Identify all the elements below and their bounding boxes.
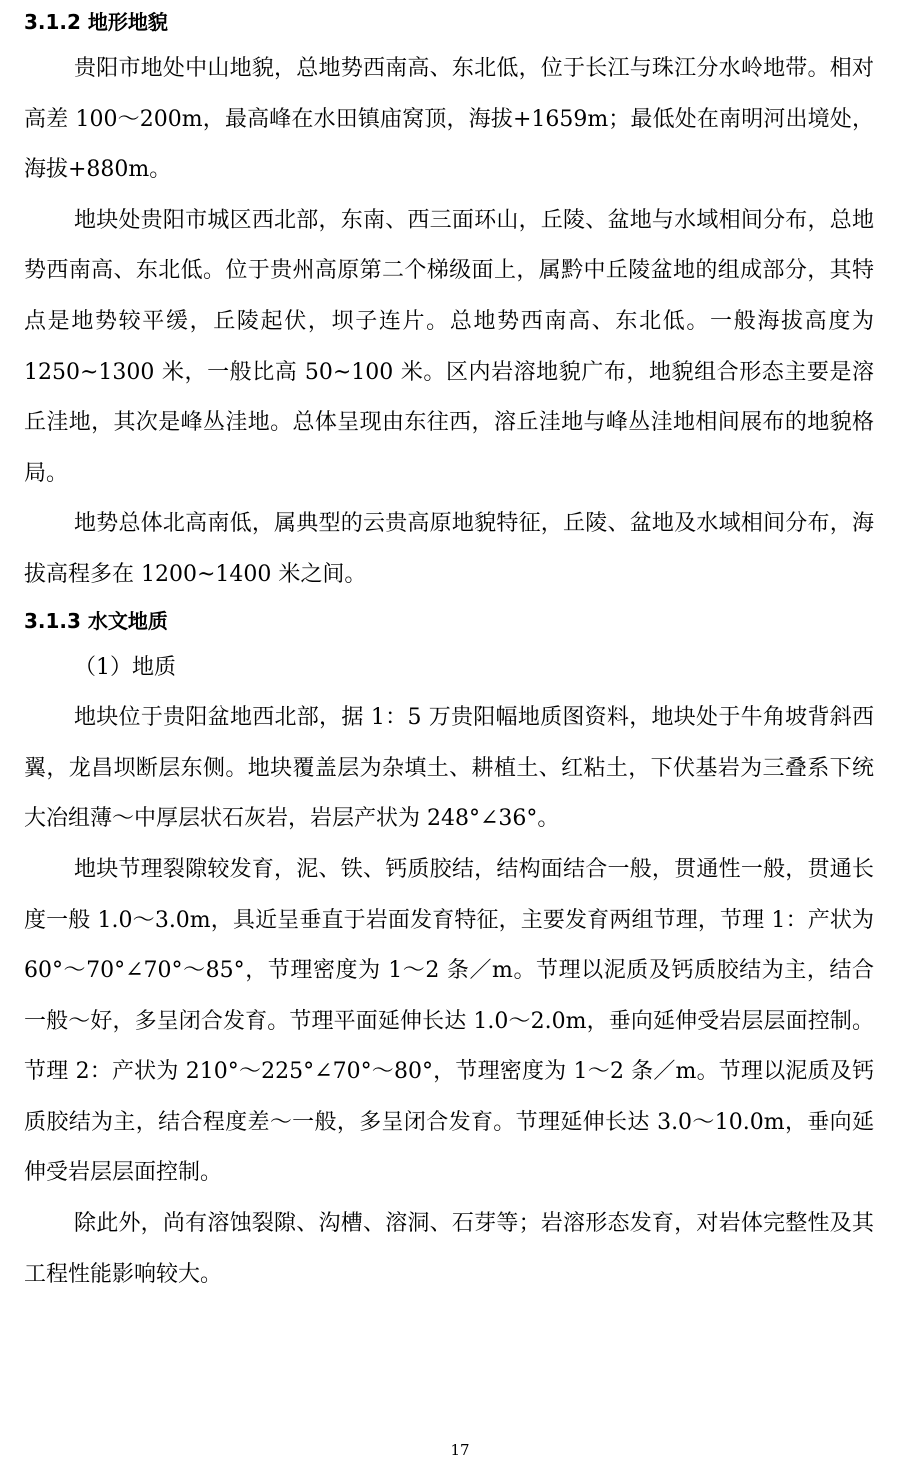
paragraph: 地块位于贵阳盆地西北部，据 1：5 万贵阳幅地质图资料，地块处于牛角坡背斜西翼，龙昌坝断层东侧。地块覆盖层为杂填土、耕植土、红粘土，下伏基岩为三叠系下统大冶组薄～中厚层状石灰岩，岩层产状为 248°∠36°。 — [24, 705, 874, 832]
paragraph: 地块节理裂隙较发育，泥、铁、钙质胶结，结构面结合一般，贯通性一般，贯通长度一般 1.0～3.0m，具近呈垂直于岩面发育特征，主要发育两组节理，节理 1：产状为 60°～70°∠70°～85°，节理密度为 1～2 条／m。节理以泥质及钙质胶结为主，结合一般～好，多呈闭合发育。节理平面延伸长达 1.0～2.0m，垂向延伸受岩层层面控制。节理 2：产状为 210°～225°∠70°～80°，节理密度为 1～2 条／m。节理以泥质及钙质胶结为主，结合程度差～一般，多呈闭合发育。节理延伸长达 3.0～10.0m，垂向延伸受岩层层面控制。 — [24, 856, 874, 1186]
section-heading-3-1-3: 3.1.3 水文地质 — [24, 608, 168, 633]
paragraph: 地块处贵阳市城区西北部，东南、西三面环山，丘陵、盆地与水域相间分布，总地势西南高、东北低。位于贵州高原第二个梯级面上，属黔中丘陵盆地的组成部分，其特点是地势较平缓，丘陵起伏，坝子连片。总地势西南高、东北低。一般海拔高度为 1250~1300 米，一般比高 50~100 米。区内岩溶地貌广布，地貌组合形态主要是溶丘洼地，其次是峰丛洼地。总体呈现由东往西，溶丘洼地与峰丛洼地相间展布的地貌格局。 — [24, 207, 874, 486]
document-page — [24, 6, 874, 1300]
paragraph: 贵阳市地处中山地貌，总地势西南高、东北低，位于长江与珠江分水岭地带。相对高差 100～200m，最高峰在水田镇庙窝顶，海拔+1659m；最低处在南明河出境处，海拔+880m。 — [24, 56, 874, 183]
paragraph: 除此外，尚有溶蚀裂隙、沟槽、溶洞、石芽等；岩溶形态发育，对岩体完整性及其工程性能影响较大。 — [24, 1211, 874, 1287]
subheading-geology: （1）地质 — [74, 654, 176, 680]
page-number: 17 — [450, 1441, 470, 1459]
section-heading-3-1-2: 3.1.2 地形地貌 — [24, 10, 168, 34]
paragraph: 地势总体北高南低，属典型的云贵高原地貌特征，丘陵、盆地及水域相间分布，海拔高程多在 1200~1400 米之间。 — [24, 511, 874, 587]
